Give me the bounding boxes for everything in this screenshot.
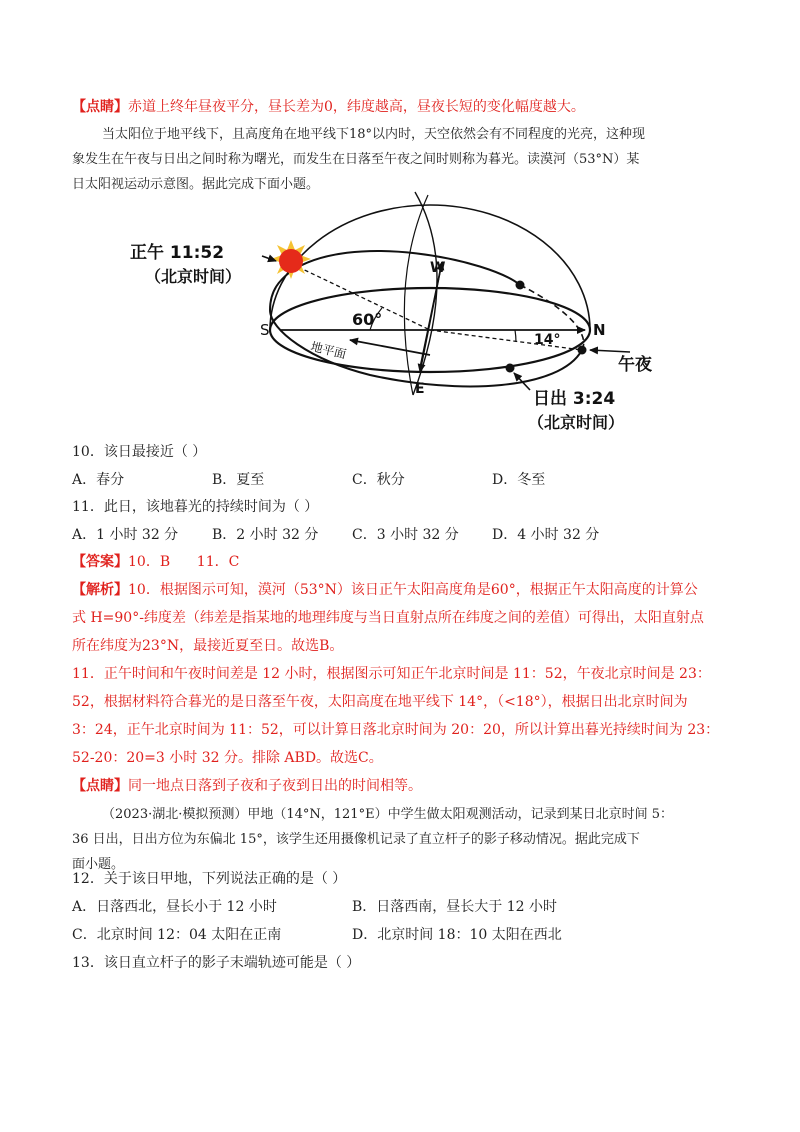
- south-label: S: [260, 321, 270, 339]
- sunrise-sub-label: （北京时间）: [528, 413, 625, 432]
- intro-2-line-1: （2023·湖北·模拟预测）甲地（14°N，121°E）中学生做太阳观测活动，记录到某日北京时间 5：: [102, 807, 673, 822]
- q11-option-c: C．3 小时 32 分: [352, 527, 459, 543]
- angle-arc-14: [515, 330, 516, 342]
- midnight-label: 午夜: [618, 355, 652, 375]
- noon-sub-label: （北京时间）: [145, 267, 242, 286]
- intro-2-line-3: 面小题。: [72, 857, 125, 872]
- analysis-line-3: 所在纬度为23°N，最接近夏至日。故选B。: [72, 638, 344, 654]
- analysis-line-5: 52，根据材料符合暮光的是日落至午夜，太阳高度在地平线下 14°，（<18°），根据日出北京时间为: [72, 694, 688, 710]
- horizon-label: 地平面: [309, 339, 348, 362]
- answer-text: 10．B 11．C: [128, 554, 240, 570]
- noon-label: 正午 11:52: [130, 243, 225, 263]
- q11-stem: 11．此日，该地暮光的持续时间为（ ）: [72, 499, 319, 515]
- analysis-tag: 【解析】: [72, 582, 128, 598]
- sun-path-diagram: [130, 190, 670, 440]
- sun-icon: [271, 240, 311, 279]
- q12-option-c: C．北京时间 12：04 太阳在正南: [72, 927, 282, 943]
- q10-option-a: A．春分: [72, 472, 125, 488]
- sunrise-dot: [506, 364, 515, 373]
- intro-1-line-1: 当太阳位于地平线下，且高度角在地平线下18°以内时，天空依然会有不同程度的光亮，这种现: [102, 127, 646, 142]
- q11-option-a: A．1 小时 32 分: [72, 527, 179, 543]
- q10-option-c: C．秋分: [352, 472, 405, 488]
- q12-stem: 12．关于该日甲地，下列说法正确的是（ ）: [72, 871, 347, 887]
- meridian-arc-back: [404, 195, 428, 395]
- midnight-pointer: [590, 350, 630, 352]
- tip-2-text: 同一地点日落到子夜和子夜到日出的时间相等。: [128, 778, 422, 794]
- tip-2-tag: 【点睛】: [72, 778, 128, 794]
- analysis-line-2: 式 H=90°-纬度差（纬差是指某地的地理纬度与当日直射点所在纬度之间的差值）可得出，太阳直射点: [72, 610, 704, 626]
- tip-1: [72, 95, 732, 119]
- meridian-arc: [413, 192, 437, 395]
- q10-stem: 10．该日最接近（ ）: [72, 444, 207, 460]
- angle-14-label: 14°: [534, 332, 561, 348]
- intro-2-line-2: 36 日出，日出方位为东偏北 15°，该学生还用摄像机记录了直立杆子的影子移动情况。据此完成下: [72, 832, 640, 847]
- tip-1-text: 赤道上终年昼夜平分，昼长差为0，纬度越高，昼夜长短的变化幅度越大。: [128, 99, 585, 115]
- answer-tag: 【答案】: [72, 554, 128, 570]
- analysis-line-4: 11．正午时间和午夜时间差是 12 小时，根据图示可知正午北京时间是 11：52，午夜北京时间是 23：: [72, 666, 711, 682]
- horizon-arrow: [350, 340, 430, 355]
- q11-option-d: D．4 小时 32 分: [492, 527, 600, 543]
- north-label: N: [593, 321, 606, 339]
- sunset-dot: [516, 281, 525, 290]
- q13-stem: 13．该日直立杆子的影子末端轨迹可能是（ ）: [72, 955, 361, 971]
- q11-option-b: B．2 小时 32 分: [212, 527, 319, 543]
- answer: [72, 550, 732, 574]
- tip-2: [72, 774, 732, 798]
- intro-1-line-2: 象发生在午夜与日出之间时称为曙光，而发生在日落至午夜之间时则称为暮光。读漠河（53°N）某: [72, 152, 640, 167]
- analysis-line-7: 52-20：20=3 小时 32 分。排除 ABD。故选C。: [72, 750, 383, 766]
- angle-60-label: 60°: [352, 310, 383, 329]
- intro-1-line-3: 日太阳视运动示意图。据此完成下面小题。: [72, 177, 320, 192]
- q10-option-d: D．冬至: [492, 472, 546, 488]
- tip-1-tag: 【点睛】: [72, 99, 128, 115]
- east-label: E: [415, 381, 425, 397]
- east-axis-arrow: [420, 262, 442, 372]
- west-label: W: [430, 260, 446, 276]
- analysis-text-1: 10．根据图示可知，漠河（53°N）该日正午太阳高度角是60°，根据正午太阳高度的计算公: [128, 582, 698, 598]
- q10-option-b: B．夏至: [212, 472, 265, 488]
- midnight-dot: [578, 346, 587, 355]
- analysis-line-6: 3：24，正午北京时间为 11：52，可以计算日落北京时间为 20：20，所以计算出暮光持续时间为 23：: [72, 722, 720, 738]
- analysis-line-1: [72, 578, 732, 602]
- q12-option-d: D．北京时间 18：10 太阳在西北: [352, 927, 562, 943]
- sunrise-label: 日出 3:24: [533, 389, 616, 409]
- q12-option-a: A．日落西北，昼长小于 12 小时: [72, 899, 277, 915]
- q12-option-b: B．日落西南，昼长大于 12 小时: [352, 899, 558, 915]
